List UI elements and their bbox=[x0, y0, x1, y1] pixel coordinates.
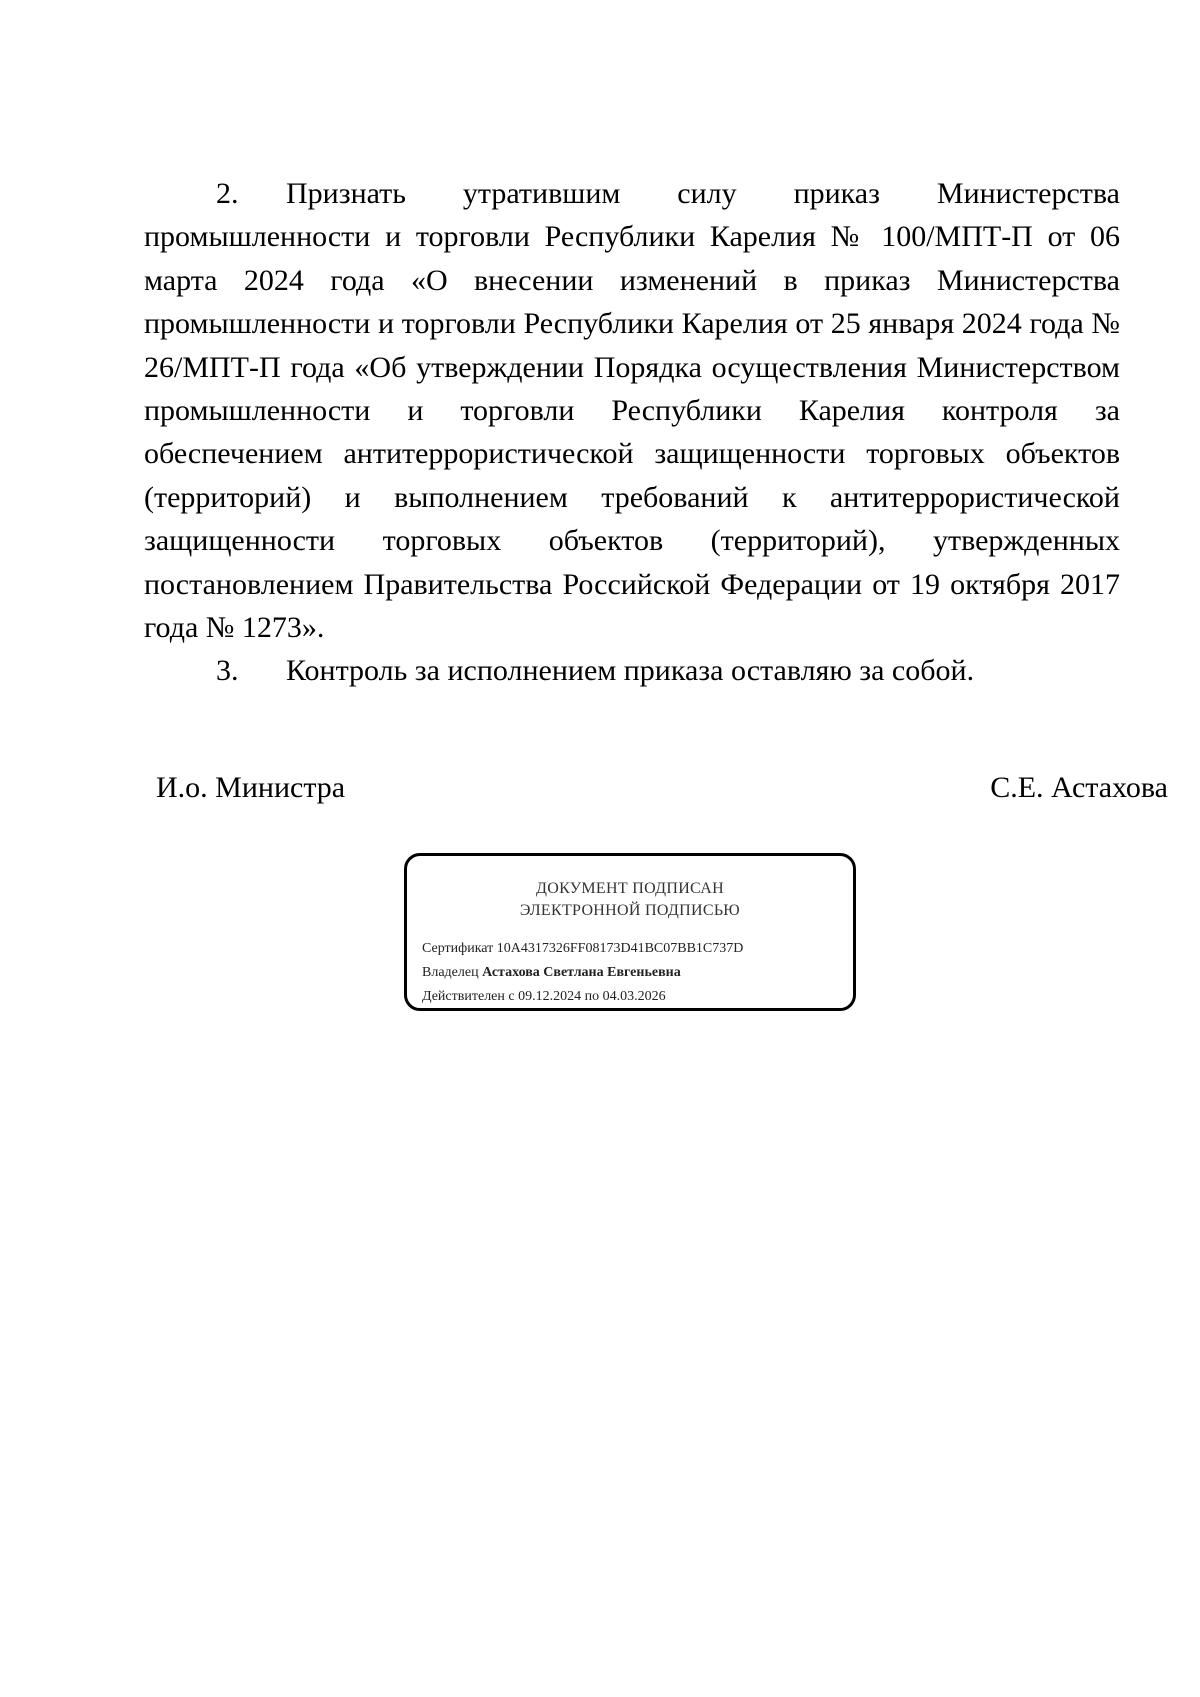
certificate-value: 10A4317326FF08173D41BC07BB1C737D bbox=[496, 941, 744, 956]
owner-label: Владелец bbox=[422, 965, 479, 980]
document-body bbox=[144, 172, 1120, 693]
stamp-title-line-1: ДОКУМЕНТ ПОДПИСАН bbox=[536, 880, 724, 897]
stamp-certificate-line bbox=[422, 937, 743, 961]
stamp-title bbox=[407, 878, 853, 922]
signature-block bbox=[156, 768, 1168, 808]
signer-name: С.Е. Астахова bbox=[990, 771, 1168, 804]
signer-position: И.о. Министра bbox=[156, 771, 346, 804]
stamp-validity-line bbox=[422, 985, 743, 1009]
paragraph-text: Контроль за исполнением приказа оставляю за собой. bbox=[286, 654, 975, 688]
valid-to-label: по bbox=[584, 989, 600, 1004]
paragraph-text: Признать утратившим силу приказ Министерства промышленности и торговли Республики Карелия № 100/МПТ-П от 06 марта 2024 года «О внесении изменений в приказ Министерства промышленности и торговли Республики Карелия от 25 января 2024 года № 26/МПТ-П года «Об утверждении Порядка осуществления Министерством промышленности и торговли Республики Карелия контроля за обеспечением антитеррористической защищенности торговых объектов (территорий) и выполнением требований к антитеррористической защищенности торговых объектов (территорий), утвержденных постановлением Правительства Российской Федерации от 19 октября 2017 года № 1273». bbox=[144, 177, 1120, 645]
valid-from-date: 09.12.2024 bbox=[518, 989, 582, 1004]
certificate-label: Сертификат bbox=[422, 941, 494, 956]
valid-label: Действителен bbox=[422, 989, 505, 1004]
owner-value: Астахова Светлана Евгеньевна bbox=[482, 965, 681, 980]
stamp-details bbox=[422, 937, 743, 1009]
paragraph-number: 2. bbox=[216, 177, 239, 210]
stamp-owner-line bbox=[422, 961, 743, 985]
valid-to-date: 04.03.2026 bbox=[602, 989, 666, 1004]
electronic-signature-stamp bbox=[404, 853, 856, 1011]
valid-from-label: с bbox=[508, 989, 515, 1004]
paragraph-number: 3. bbox=[216, 654, 239, 688]
paragraph-2 bbox=[144, 172, 1120, 649]
paragraph-3 bbox=[144, 649, 1120, 692]
stamp-title-line-2: ЭЛЕКТРОННОЙ ПОДПИСЬЮ bbox=[519, 902, 741, 919]
